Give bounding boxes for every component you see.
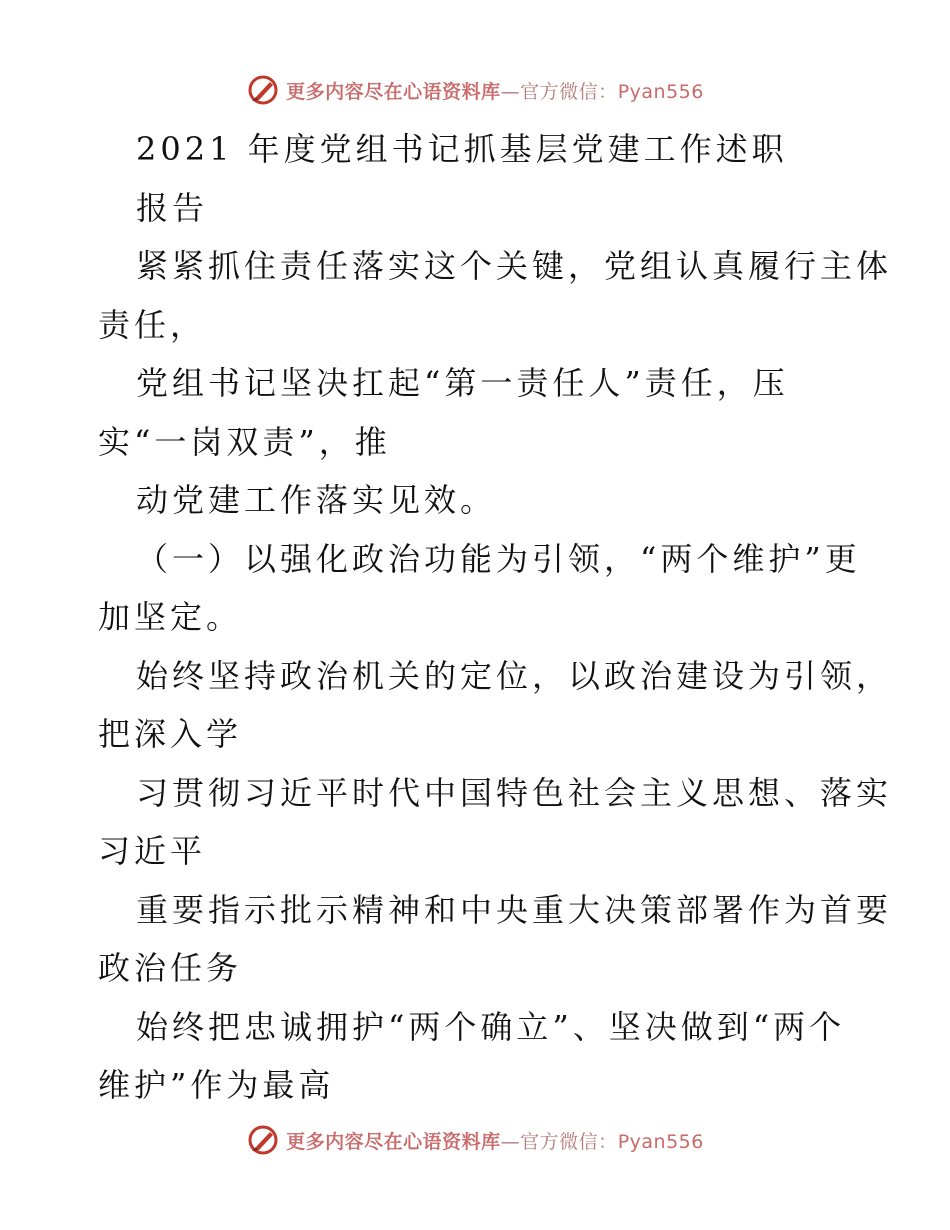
paragraph-line: 责任，: [98, 305, 207, 344]
section-heading-line: 加坚定。: [98, 598, 243, 636]
header-watermark-text: [286, 77, 704, 104]
paragraph-line: 始终坚持政治机关的定位，以政治建设为引领，: [136, 656, 893, 695]
paragraph-line: 党组书记坚决扛起“第一责任人”责任，压: [136, 364, 789, 402]
document-body: [98, 120, 893, 1115]
paragraph-line: 重要指示批示精神和中央重大决策部署作为首要: [136, 890, 893, 929]
pen-logo-icon: [246, 73, 280, 107]
paragraph-line: 紧紧抓住责任落实这个关键，党组认真履行主体: [136, 247, 893, 285]
footer-contact: 官方微信：: [520, 1130, 618, 1153]
paragraph-line: 把深入学: [98, 715, 243, 753]
header-handle: Pyan556: [617, 80, 704, 103]
paragraph-line: 习近平: [98, 832, 207, 870]
section-heading-line: （一）以强化政治功能为引领，“两个维护”更: [136, 539, 861, 578]
paragraph-line: 政治任务: [98, 949, 243, 987]
title-line-2: 报告: [136, 188, 209, 227]
footer-lead: 更多内容尽在心语资料库: [286, 1130, 501, 1153]
footer-handle: Pyan556: [617, 1130, 704, 1153]
paragraph-line: 维护”作为最高: [98, 1066, 335, 1104]
title-line-1: 2021 年度党组书记抓基层党建工作述职: [136, 130, 788, 168]
pen-logo-icon: [246, 1123, 280, 1157]
footer-dash: —: [500, 1130, 521, 1153]
header-contact: 官方微信：: [520, 80, 618, 103]
paragraph-line: 习贯彻习近平时代中国特色社会主义思想、落实: [136, 773, 893, 812]
footer-watermark-text: [286, 1127, 704, 1154]
header-dash: —: [500, 80, 521, 103]
footer-watermark: [0, 1120, 950, 1160]
paragraph-line: 实“一岗双责”，推: [98, 422, 391, 461]
paragraph-line: 动党建工作落实见效。: [136, 481, 497, 519]
header-lead: 更多内容尽在心语资料库: [286, 80, 501, 103]
paragraph-line: 始终把忠诚拥护“两个确立”、坚决做到“两个: [136, 1007, 846, 1046]
header-watermark: [0, 70, 950, 110]
